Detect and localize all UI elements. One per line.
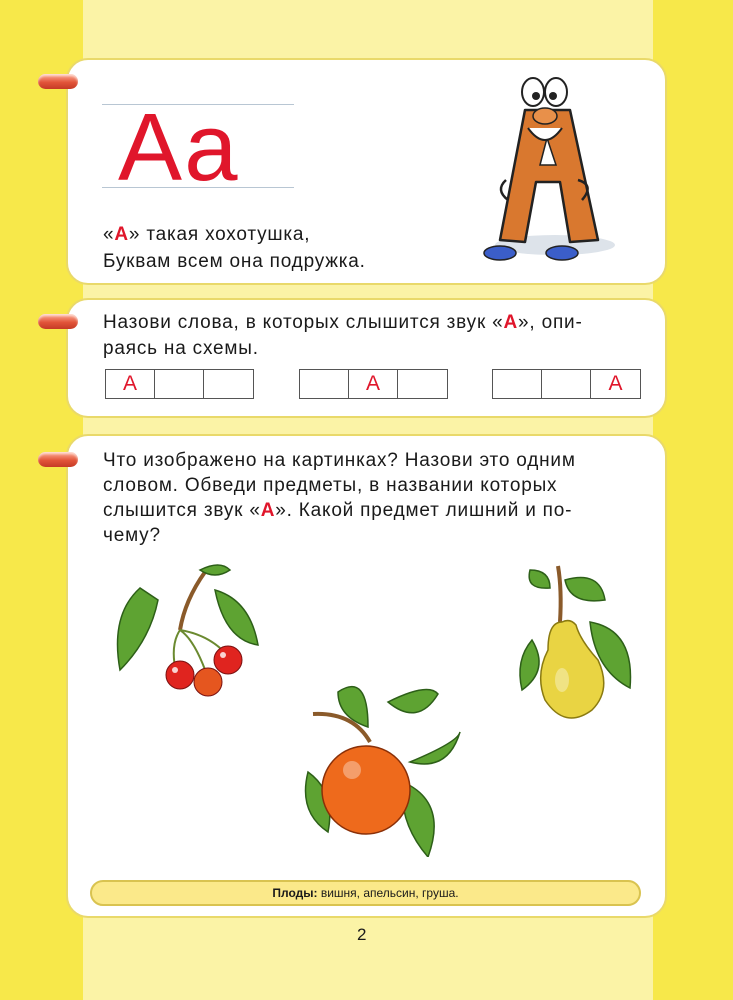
scheme-cell — [300, 370, 349, 398]
fruits-answer-box — [90, 880, 641, 906]
task2-line-2: словом. Обведи предметы, в названии которых — [103, 475, 558, 496]
sound-scheme-2 — [299, 369, 448, 399]
fruits-answer-text: вишня, апельсин, груша. — [317, 886, 459, 900]
scheme-cell: А — [349, 370, 398, 398]
big-letter-a: Аа — [118, 94, 239, 201]
sound-scheme-1 — [105, 369, 254, 399]
task1-line-1: Назови слова, в которых слышится звук «А», опи- — [103, 312, 583, 333]
rhyme-line-2: Буквам всем она подружка. — [103, 251, 366, 272]
bullet-marker-2 — [38, 314, 78, 329]
scheme-cell — [542, 370, 591, 398]
task2-line-3: слышится звук «А». Какой предмет лишний и по- — [103, 500, 573, 521]
pear-picture[interactable] — [510, 560, 640, 728]
letter-a-character-illustration — [470, 70, 620, 275]
sound-scheme-3 — [492, 369, 641, 399]
scheme-cell — [398, 370, 447, 398]
task2-line-4: чему? — [103, 525, 161, 546]
scheme-cell — [204, 370, 253, 398]
scheme-cell — [155, 370, 204, 398]
task1-line-2: раясь на схемы. — [103, 338, 259, 359]
bullet-marker-3 — [38, 452, 78, 467]
cherry-picture[interactable] — [100, 560, 270, 700]
scheme-cell: А — [608, 372, 623, 395]
scheme-cell: А — [106, 370, 155, 398]
rhyme-line-1: «А» такая хохотушка, — [103, 224, 311, 245]
orange-picture[interactable] — [298, 672, 468, 857]
scheme-cell — [493, 370, 542, 398]
task2-line-1: Что изображено на картинках? Назови это одним — [103, 450, 576, 471]
page-number: 2 — [357, 925, 367, 944]
fruits-answer-label: Плоды: — [272, 886, 318, 900]
bullet-marker-1 — [38, 74, 78, 89]
